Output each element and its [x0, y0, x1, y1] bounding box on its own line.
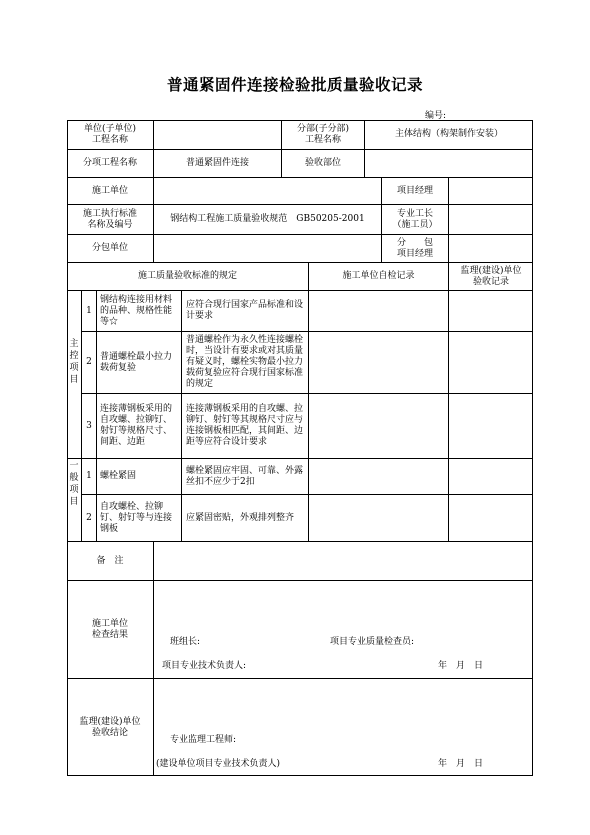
general-item-self-check[interactable]: [309, 495, 448, 541]
subdivision-name-label: 分部(子分部) 工程名称: [296, 123, 350, 145]
remarks-value[interactable]: [154, 542, 533, 580]
spec-column-header: 施工质量验收标准的规定: [137, 271, 237, 281]
contractor-value[interactable]: [154, 178, 381, 204]
foreman-label: 专业工长 （施工员）: [392, 208, 438, 230]
tech-lead-label: 项目专业技术负责人:: [162, 661, 247, 671]
subcontract-pm-label: 分 包 项目经理: [396, 237, 433, 259]
general-item-number: 1: [86, 471, 92, 481]
supervision-date: 年 月 日: [438, 759, 484, 769]
unit-name-value[interactable]: [154, 120, 281, 149]
item-name-value[interactable]: 普通紧固件连接: [185, 158, 249, 168]
general-item-spec: 螺栓紧固应牢固、可靠、外露丝扣不应少于2扣: [186, 465, 304, 487]
subcontract-pm-value[interactable]: [449, 235, 533, 262]
self-check-column-header: 施工单位自检记录: [342, 271, 415, 281]
main-control-group-label: 主控项目: [69, 339, 79, 385]
main-item-number: 1: [86, 305, 92, 316]
general-item-spec: 应紧固密贴，外观排列整齐: [186, 512, 295, 523]
main-item-name: 连接薄钢板采用的自攻螺、拉铆钉、射钉等规格尺寸、间距、边距: [100, 404, 173, 447]
main-item-number: 3: [86, 420, 92, 431]
general-group-label: 一般项目: [69, 461, 79, 507]
project-manager-value[interactable]: [449, 178, 533, 204]
main-item-name: 普通螺栓最小拉力载荷复验: [100, 351, 173, 373]
main-item-self-check[interactable]: [309, 291, 448, 331]
owner-tech-lead-label: (建设单位项目专业技术负责人): [156, 759, 281, 769]
main-item-supervision[interactable]: [449, 291, 533, 331]
main-item-spec: 应符合现行国家产品标准和设计要求: [186, 300, 304, 321]
execution-standard-label: 施工执行标准 名称及编号: [82, 208, 137, 230]
main-item-spec: 连接薄钢板采用的自攻螺、拉铆钉、射钉等其规格尺寸应与连接钢板相匹配，其间距、边距等应符合设计要求: [186, 404, 304, 447]
main-item-number: 2: [86, 357, 92, 367]
project-manager-label: 项目经理: [396, 185, 433, 196]
general-item-supervision[interactable]: [449, 495, 533, 541]
supervision-result-label: 监理(建设)单位 验收结论: [79, 716, 141, 738]
qc-inspector-label: 项目专业质量检查员:: [330, 637, 415, 647]
main-item-self-check[interactable]: [309, 332, 448, 393]
general-item-name: 自攻螺栓、拉铆钉、射钉等与连接钢板: [100, 501, 173, 534]
general-item-name: 螺栓紧固: [100, 471, 137, 481]
team-leader-label: 班组长:: [170, 637, 201, 647]
inspection-part-label: 验收部位: [304, 158, 341, 168]
main-item-name: 钢结构连接用材料的品种、规格性能等☆: [100, 294, 173, 327]
grid-line: [181, 290, 182, 541]
foreman-value[interactable]: [449, 205, 533, 234]
main-item-spec: 普通螺栓作为永久性连接螺栓时，当设计有要求或对其质量有疑义时，螺栓实物最小拉力载荷复验应符合现行国家标准的规定: [186, 335, 304, 389]
page-title: 普通紧固件连接检验批质量验收记录: [166, 76, 423, 94]
supervising-engineer-label: 专业监理工程师:: [170, 735, 237, 745]
main-item-supervision[interactable]: [449, 394, 533, 458]
inspection-part-value[interactable]: [365, 150, 533, 177]
subcontractor-label: 分包单位: [91, 243, 128, 253]
general-item-number: 2: [86, 512, 92, 523]
contractor-date: 年 月 日: [438, 661, 484, 671]
grid-line: [96, 290, 97, 541]
main-item-self-check[interactable]: [309, 394, 448, 458]
contractor-result-label: 施工单位 检查结果: [91, 618, 128, 640]
remarks-label: 备 注: [96, 555, 124, 566]
execution-standard-value[interactable]: 钢结构工程施工质量验收规范 GB50205-2001: [170, 214, 365, 224]
supervision-column-header: 监理(建设)单位 验收记录: [460, 265, 522, 287]
unit-name-label: 单位(子单位) 工程名称: [83, 123, 137, 145]
item-name-label: 分项工程名称: [82, 158, 137, 168]
contractor-label: 施工单位: [91, 185, 128, 196]
subcontractor-value[interactable]: [154, 235, 381, 262]
general-item-self-check[interactable]: [309, 459, 448, 494]
general-item-supervision[interactable]: [449, 459, 533, 494]
main-item-supervision[interactable]: [449, 332, 533, 393]
serial-number-label: 编号:: [425, 111, 447, 121]
subdivision-name-value[interactable]: 主体结构（构架制作安装）: [394, 129, 503, 139]
